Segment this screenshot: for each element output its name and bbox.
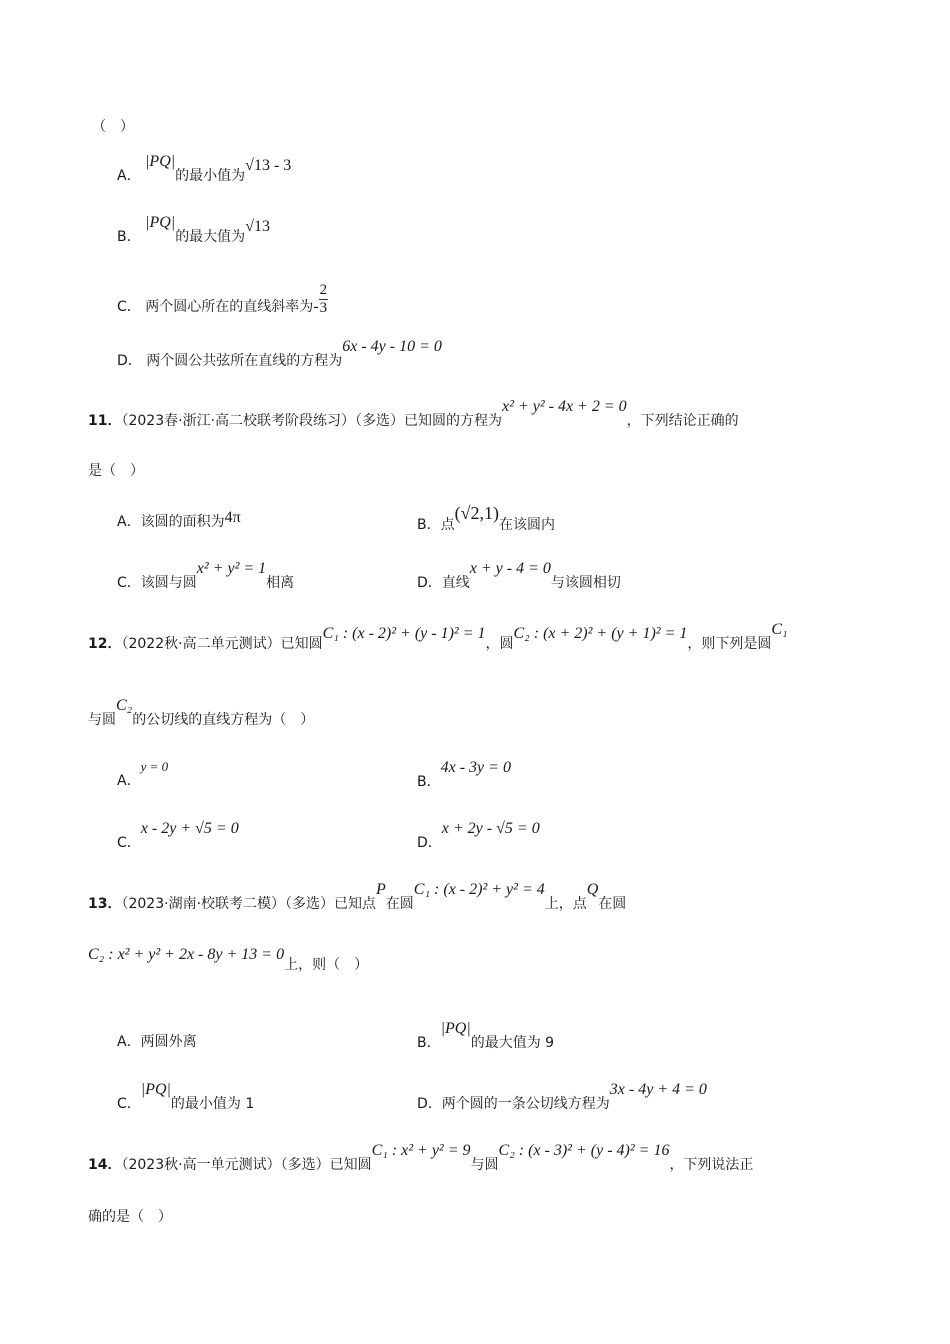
q12-option-d[interactable]: D．x + 2y - √5 = 0: [417, 820, 540, 851]
q13-option-a[interactable]: A．两圆外离: [117, 1034, 197, 1050]
q11-option-a[interactable]: A．该圆的面积为4π: [117, 509, 241, 530]
q11-stem-line2: 是（ ）: [88, 463, 144, 479]
q12-stem-line2: 与圆C₂的公切线的直线方程为（ ）: [88, 697, 315, 728]
q14-stem-line2: 确的是（ ）: [88, 1209, 172, 1225]
q11-option-d[interactable]: D．直线x + y - 4 = 0与该圆相切: [417, 560, 621, 591]
fraction: $\frac{2}{3}$: [319, 282, 328, 316]
q12-option-a[interactable]: A．y = 0: [117, 759, 169, 789]
q11-option-c[interactable]: C．该圆与圆x² + y² = 1相离: [117, 560, 295, 591]
q13-option-b[interactable]: B．|PQ|的最大值为 9: [417, 1020, 555, 1051]
q10-option-d[interactable]: D． 两个圆公共弦所在直线的方程为6x - 4y - 10 = 0: [117, 338, 442, 369]
q10-option-b[interactable]: B． |PQ|的最大值为√13: [117, 214, 270, 245]
q10-option-a[interactable]: A． |PQ|的最小值为√13 - 3: [117, 153, 292, 184]
q13-option-c[interactable]: C．|PQ|的最小值为 1: [117, 1081, 255, 1112]
q13-stem: 13．（2023·湖南·校联考二模）（多选）已知点P在圆C₁ : (x - 2)² + y² = 4上，点Q在圆: [88, 881, 627, 912]
q11-option-b[interactable]: B．点(√2,1)在该圆内: [417, 503, 555, 533]
q10-paren: （ ）: [92, 119, 134, 135]
q14-stem: 14．（2023秋·高一单元测试）（多选）已知圆C₁ : x² + y² = 9与圆C₂ : (x - 3)² + (y - 4)² = 16，下列说法正: [88, 1142, 754, 1173]
q12-option-c[interactable]: C．x - 2y + √5 = 0: [117, 820, 239, 851]
q11-stem: 11．（2023春·浙江·高二校联考阶段练习）（多选）已知圆的方程为x² + y² - 4x + 2 = 0，下列结论正确的: [88, 398, 739, 429]
q13-option-d[interactable]: D．两个圆的一条公切线方程为3x - 4y + 4 = 0: [417, 1081, 707, 1112]
q13-stem-line2: C₂ : x² + y² + 2x - 8y + 13 = 0上，则（ ）: [88, 946, 369, 973]
q10-option-c[interactable]: C． 两个圆心所在的直线斜率为- $\frac{2}{3}$: [117, 282, 328, 316]
q12-option-b[interactable]: B．4x - 3y = 0: [417, 759, 511, 790]
q12-stem: 12．（2022秋·高二单元测试）已知圆C₁ : (x - 2)² + (y - 1)² = 1，圆C₂ : (x + 2)² + (y + 1)² = 1，则下列是圆C₁: [88, 621, 788, 652]
